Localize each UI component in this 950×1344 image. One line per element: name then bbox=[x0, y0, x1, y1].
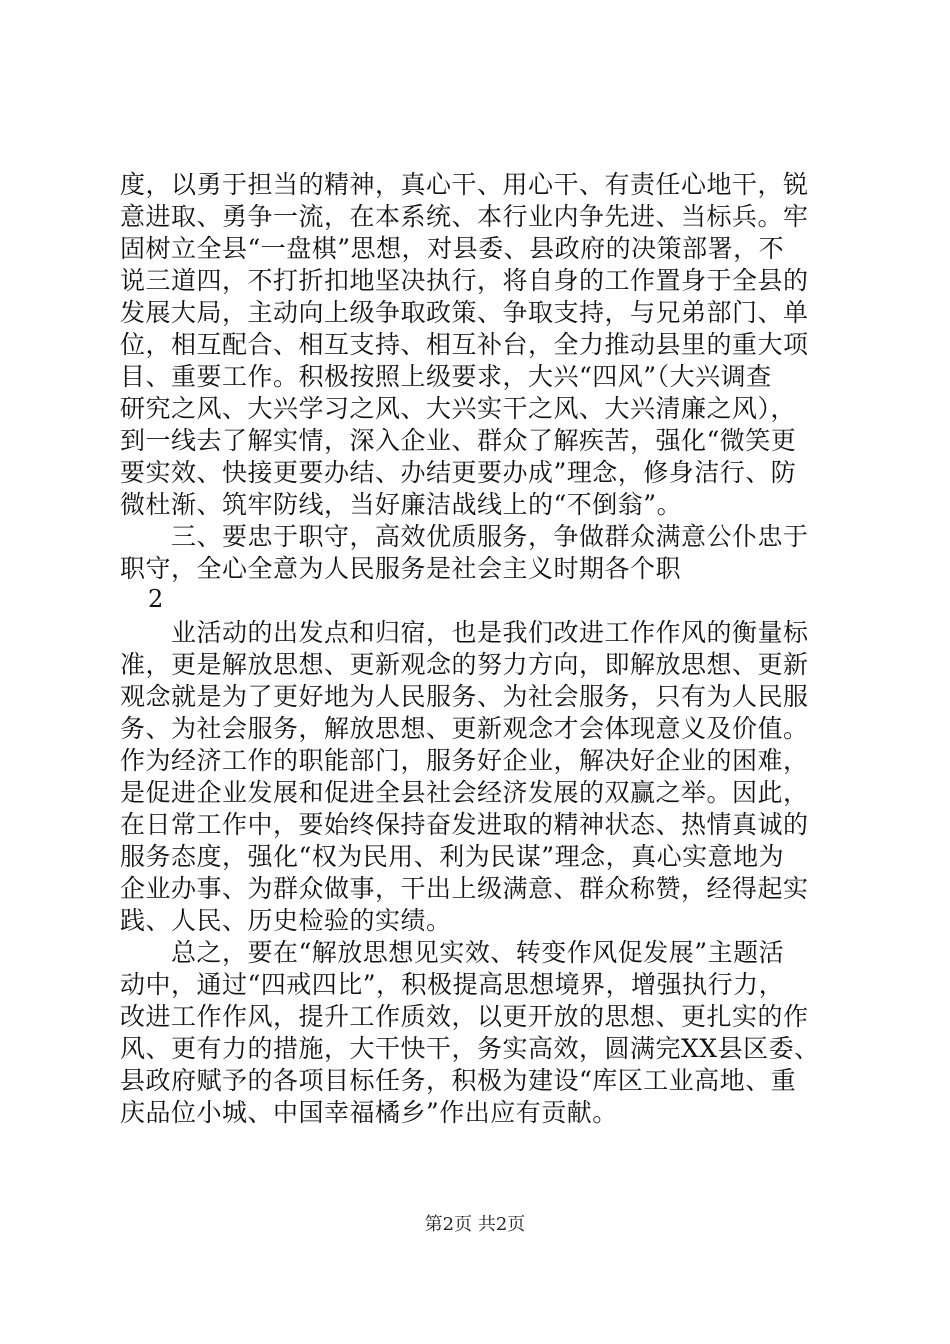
text-line: 度，以勇于担当的精神，真心干、用心干、有责任心地干，锐 bbox=[120, 170, 809, 199]
text-line: 准，更是解放思想、更新观念的努力方向，即解放思想、更新 bbox=[120, 650, 809, 679]
text-line: 总之，要在“解放思想见实效、转变作风促发展”主题活 bbox=[120, 938, 785, 967]
text-line: 三、要忠于职守，高效优质服务，争做群众满意公仆忠于 bbox=[120, 522, 809, 551]
text-line: 研究之风、大兴学习之风、大兴实干之风、大兴清廉之风）， bbox=[120, 394, 797, 423]
text-line: 说三道四，不打折扣地坚决执行，将自身的工作置身于全县的 bbox=[120, 266, 809, 295]
text-line: 到一线去了解实情，深入企业、群众了解疾苦，强化“微笑更 bbox=[120, 426, 797, 455]
text-line: 微杜渐、筑牢防线，当好廉洁战线上的“不倒翁”。 bbox=[120, 490, 683, 519]
text-line: 发展大局，主动向上级争取政策、争取支持，与兄弟部门、单 bbox=[120, 298, 809, 327]
text-line: 务、为社会服务，解放思想、更新观念才会体现意义及价值。 bbox=[120, 714, 809, 743]
page-footer: 第2页 共2页 bbox=[424, 1214, 526, 1235]
text-line: 目、重要工作。积极按照上级要求，大兴“四风”（大兴调查 bbox=[120, 362, 772, 391]
text-line: 观念就是为了更好地为人民服务、为社会服务，只有为人民服 bbox=[120, 682, 809, 711]
text-line: 县政府赋予的各项目标任务，积极为建设“库区工业高地、重 bbox=[120, 1066, 797, 1095]
text-line: 企业办事、为群众做事，干出上级满意、群众称赞，经得起实 bbox=[120, 874, 809, 903]
text-line: 固树立全县“一盘棋”思想，对县委、县政府的决策部署，不 bbox=[120, 234, 785, 263]
text-line: 践、人民、历史检验的实绩。 bbox=[120, 906, 452, 935]
text-line: 意进取、勇争一流，在本系统、本行业内争先进、当标兵。牢 bbox=[120, 202, 809, 231]
text-line: 是促进企业发展和促进全县社会经济发展的双赢之举。因此， bbox=[120, 778, 809, 807]
text-line: 业活动的出发点和归宿，也是我们改进工作作风的衡量标 bbox=[120, 618, 809, 647]
text-line: 服务态度，强化“权为民用、利为民谋”理念，真心实意地为 bbox=[120, 842, 785, 871]
text-line: 要实效、快接更要办结、办结更要办成”理念，修身洁行、防 bbox=[120, 458, 797, 487]
text-line: 作为经济工作的职能部门，服务好企业，解决好企业的困难， bbox=[120, 746, 809, 775]
text-line: 职守，全心全意为人民服务是社会主义时期各个职 bbox=[120, 554, 682, 583]
text-line: 改进工作作风，提升工作质效，以更开放的思想、更扎实的作 bbox=[120, 1002, 809, 1031]
text-line: 动中，通过“四戒四比”，积极提高思想境界，增强执行力， bbox=[120, 970, 785, 999]
text-line: 位，相互配合、相互支持、相互补台，全力推动县里的重大项 bbox=[120, 330, 809, 359]
text-line: 风、更有力的措施，大干快干，务实高效，圆满完XX县区委、 bbox=[120, 1034, 820, 1063]
page-number-marker: 2 bbox=[148, 585, 164, 613]
text-line: 在日常工作中，要始终保持奋发进取的精神状态、热情真诚的 bbox=[120, 810, 809, 839]
text-line: 庆品位小城、中国幸福橘乡”作出应有贡献。 bbox=[120, 1098, 618, 1127]
